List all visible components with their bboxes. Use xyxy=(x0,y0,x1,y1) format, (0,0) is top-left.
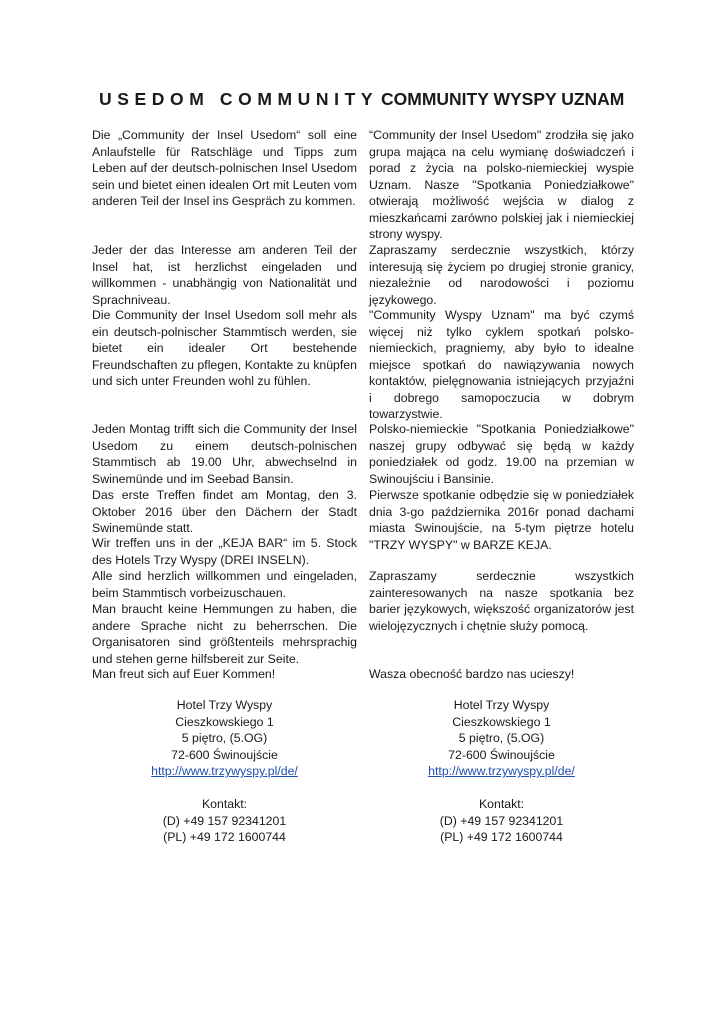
polish-hotel-street: Cieszkowskiego 1 xyxy=(452,714,551,729)
german-paragraph-8: Man braucht keine Hemmungen zu haben, die andere Sprache nicht zu beherrschen. Die Organisatoren sind größtenteils mehrsprachig und stehen gerne hilfsbereit zur Seite. xyxy=(92,602,357,666)
polish-paragraph-1: “Community der Insel Usedom" zrodziła się jako grupa mająca na celu wymianę doświadczeń i porad z życia na polsko-niemieckiej wyspie Uznam. Nasze "Spotkania Poniedziałkowe" otwierają możliwość wejścia w dialog z mieszkańcami zarówno polskiej jak i niemieckiej strony wyspy. xyxy=(369,128,634,241)
german-hotel-floor: 5 piętro, (5.OG) xyxy=(181,731,268,745)
german-address-block xyxy=(92,697,357,780)
polish-address-block xyxy=(369,697,634,780)
polish-hotel-name: Hotel Trzy Wyspy xyxy=(453,698,550,712)
polish-paragraph-4: Polsko-niemieckie "Spotkania Poniedziałkowe" naszej grupy odbywać się będą w każdy poniedziałek od godz. 19.00 na przemian w Swinoujściu i Bansinie. xyxy=(369,422,634,486)
german-contact-de-phone: (D) +49 157 92341201 xyxy=(162,813,287,828)
polish-paragraph-6: Zapraszamy serdecznie wszystkich zainteresowanych na nasze spotkania bez barier językowych, większość organizatorów jest wielojęzycznych i chętnie służy pomocą. xyxy=(369,569,634,633)
polish-paragraph-2: Zapraszamy serdecznie wszystkich, którzy interesują się życiem po drugiej stronie granicy, niezależnie od narodowości i poziomu językowego. xyxy=(369,243,634,307)
polish-contact-pl-phone: (PL) +49 172 1600744 xyxy=(440,830,563,844)
polish-paragraph-5: Pierwsze spotkanie odbędzie się w poniedziałek dnia 3-go października 2016r ponad dachami miasta Swinoujście, na 5-tym piętrze hotelu "TRZY WYSPY" w BARZE KEJA. xyxy=(369,488,634,552)
german-paragraph-1: Die „Community der Insel Usedom“ soll eine Anlaufstelle für Ratschläge und Tipps zum Leben auf der deutsch-polnischen Insel Usedom sein und bietet einen idealen Ort mit Leuten vom anderen Teil der Insel ins Gespräch zu kommen. xyxy=(92,128,357,208)
polish-hotel-city: 72-600 Świnoujście xyxy=(448,747,555,762)
polish-contact-de-phone: (D) +49 157 92341201 xyxy=(439,813,564,828)
german-paragraph-2: Jeder der das Interesse am anderen Teil der Insel hat, ist herzlichst eingeladen und willkommen - unabhängig von Nationalität und Sprachniveau. xyxy=(92,243,357,307)
polish-paragraph-7: Wasza obecność bardzo nas ucieszy! xyxy=(369,667,575,681)
german-paragraph-3: Die Community der Insel Usedom soll mehr als ein deutsch-polnischer Stammtisch werden, sie bietet ein idealer Ort bestehende Freundschaften zu pflegen, Kontakte zu knüpfen und sich unter Freunden wohl zu fühlen. xyxy=(92,308,357,388)
german-hotel-name: Hotel Trzy Wyspy xyxy=(176,698,273,712)
polish-hotel-floor: 5 piętro, (5.OG) xyxy=(458,731,545,745)
german-paragraph-7: Alle sind herzlich willkommen und eingeladen, beim Stammtisch vorbeizuschauen. xyxy=(92,569,357,600)
german-hotel-link[interactable]: http://www.trzywyspy.pl/de/ xyxy=(151,764,298,778)
german-contact-block xyxy=(92,796,357,846)
german-hotel-street: Cieszkowskiego 1 xyxy=(175,714,274,729)
german-paragraph-4: Jeden Montag trifft sich die Community der Insel Usedom zu einem deutsch-polnischen Stammtisch ab 19.00 Uhr, abwechselnd in Swinemünde und im Seebad Bansin. xyxy=(92,422,357,486)
polish-contact-block xyxy=(369,796,634,846)
polish-title: COMMUNITY WYSPY UZNAM xyxy=(381,89,625,109)
polish-hotel-link[interactable]: http://www.trzywyspy.pl/de/ xyxy=(428,764,575,778)
german-paragraph-6: Wir treffen uns in der „KEJA BAR“ im 5. Stock des Hotels Trzy Wyspy (DREI INSELN). xyxy=(92,536,357,567)
polish-contact-heading: Kontakt: xyxy=(478,797,525,811)
german-contact-heading: Kontakt: xyxy=(201,797,248,811)
german-title: USEDOM COMMUNITY xyxy=(99,89,379,109)
polish-paragraph-3: "Community Wyspy Uznam" ma być czymś więcej niż tylko cyklem spotkań polsko-niemieckich, pragniemy, aby było to idealne miejsce spotkań do nawiązywania nowych kontaktów, pielęgnowania istniejących przyjaźni i dobrego samopoczucia w dobrym towarzystwie. xyxy=(369,308,634,421)
german-paragraph-5: Das erste Treffen findet am Montag, den 3. Oktober 2016 über den Dächern der Stadt Swinemünde statt. xyxy=(92,488,357,535)
german-hotel-city: 72-600 Świnoujście xyxy=(171,747,278,762)
german-contact-pl-phone: (PL) +49 172 1600744 xyxy=(163,830,286,844)
german-paragraph-9: Man freut sich auf Euer Kommen! xyxy=(92,667,276,681)
